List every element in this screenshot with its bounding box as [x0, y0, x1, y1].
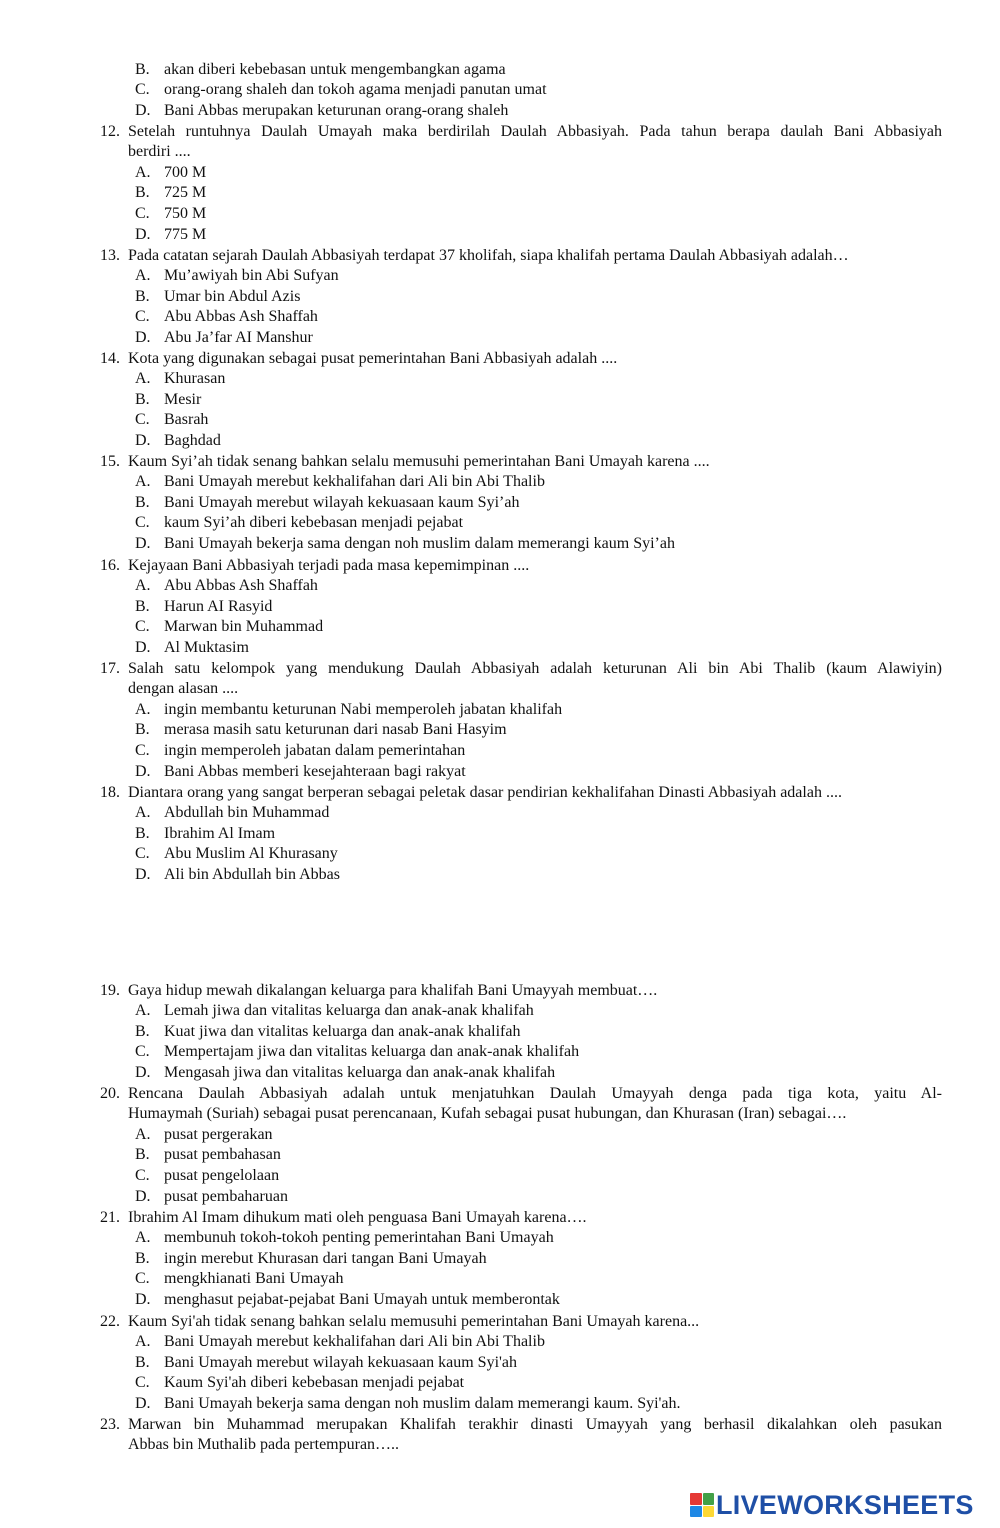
option-letter: A.: [135, 577, 151, 595]
option-letter: C.: [135, 204, 150, 222]
option-letter: D.: [135, 534, 151, 552]
answer-option: [0, 390, 1000, 411]
option-text: Umar bin Abdul Azis: [164, 287, 301, 305]
question-number: 13.: [100, 246, 120, 264]
answer-option: [0, 1228, 1000, 1249]
option-text: Bani Umayah bekerja sama dengan noh muslim dalam memerangi kaum. Syi'ah.: [164, 1394, 681, 1412]
answer-option: [0, 720, 1000, 741]
answer-option: [0, 410, 1000, 431]
question-line: [0, 452, 1000, 473]
option-text: 775 M: [164, 225, 207, 243]
option-letter: D.: [135, 225, 151, 243]
answer-option: [0, 493, 1000, 514]
option-text: mengkhianati Bani Umayah: [164, 1270, 344, 1288]
option-letter: A.: [135, 370, 151, 388]
answer-option: [0, 1022, 1000, 1043]
answer-option: [0, 803, 1000, 824]
logo-square-green: [703, 1493, 715, 1505]
option-text: Baghdad: [164, 431, 221, 449]
option-text: ingin memperoleh jabatan dalam pemerintahan: [164, 741, 466, 759]
option-letter: C.: [135, 81, 150, 99]
question-text: Diantara orang yang sangat berperan sebagai peletak dasar pendirian kekhalifahan Dinasti Abbasiyah adalah ....: [128, 783, 842, 801]
answer-option: [0, 369, 1000, 390]
option-text: pusat pengelolaan: [164, 1166, 280, 1184]
option-text: pusat pembahasan: [164, 1146, 281, 1164]
answer-option: [0, 1001, 1000, 1022]
option-text: Bani Umayah merebut wilayah kekuasaan kaum Syi’ah: [164, 493, 520, 511]
option-letter: A.: [135, 1125, 151, 1143]
question-text: Ibrahim Al Imam dihukum mati oleh penguasa Bani Umayah karena….: [128, 1208, 587, 1226]
option-text: Bani Abbas memberi kesejahteraan bagi rakyat: [164, 762, 466, 780]
option-text: Mengasah jiwa dan vitalitas keluarga dan anak-anak khalifah: [164, 1063, 556, 1081]
answer-option: [0, 266, 1000, 287]
option-letter: A.: [135, 1002, 151, 1020]
option-text: Ibrahim Al Imam: [164, 824, 276, 842]
question-text: Setelah runtuhnya Daulah Umayah maka berdirilah Daulah Abbasiyah. Pada tahun berapa daulah Bani Abbasiyah: [128, 122, 942, 140]
option-letter: B.: [135, 390, 150, 408]
option-text: pusat pergerakan: [164, 1125, 273, 1143]
option-text: akan diberi kebebasan untuk mengembangkan agama: [164, 60, 506, 78]
question-text: berdiri ....: [128, 143, 191, 161]
question-number: 17.: [100, 659, 120, 677]
question-text: Kota yang digunakan sebagai pusat pemerintahan Bani Abbasiyah adalah ....: [128, 349, 618, 367]
answer-option: [0, 101, 1000, 122]
logo-square-blue: [690, 1506, 702, 1518]
question-number: 21.: [100, 1208, 120, 1226]
option-text: Lemah jiwa dan vitalitas keluarga dan anak-anak khalifah: [164, 1002, 534, 1020]
option-text: 725 M: [164, 184, 207, 202]
answer-option: [0, 60, 1000, 81]
option-letter: B.: [135, 60, 150, 78]
option-letter: B.: [135, 1249, 150, 1267]
question-continuation-line: [0, 142, 1000, 163]
option-letter: C.: [135, 514, 150, 532]
liveworksheets-logo: [690, 1488, 974, 1522]
answer-option: [0, 513, 1000, 534]
question-line: [0, 556, 1000, 577]
answer-option: [0, 1166, 1000, 1187]
answer-option: [0, 1042, 1000, 1063]
option-letter: D.: [135, 638, 151, 656]
answer-option: [0, 472, 1000, 493]
option-letter: D.: [135, 1187, 151, 1205]
option-letter: D.: [135, 1063, 151, 1081]
option-text: Ali bin Abdullah bin Abbas: [164, 865, 340, 883]
question-line: [0, 349, 1000, 370]
option-text: Abu Ja’far AI Manshur: [164, 328, 313, 346]
question-line: [0, 1415, 1000, 1436]
answer-option: [0, 597, 1000, 618]
question-number: 23.: [100, 1415, 120, 1433]
answer-option: [0, 576, 1000, 597]
question-text: Rencana Daulah Abbasiyah adalah untuk menjatuhkan Daulah Umayyah denga pada tiga kota, yaitu Al-: [128, 1084, 942, 1102]
question-number: 16.: [100, 556, 120, 574]
option-text: menghasut pejabat-pejabat Bani Umayah untuk memberontak: [164, 1290, 560, 1308]
question-text: Marwan bin Muhammad merupakan Khalifah terakhir dinasti Umayyah yang berhasil dikalahkan oleh pasukan: [128, 1415, 942, 1433]
answer-option: [0, 638, 1000, 659]
option-text: Bani Abbas merupakan keturunan orang-orang shaleh: [164, 101, 509, 119]
question-line: [0, 783, 1000, 804]
option-letter: D.: [135, 431, 151, 449]
answer-option: [0, 1290, 1000, 1311]
option-letter: D.: [135, 865, 151, 883]
option-text: Bani Umayah bekerja sama dengan noh muslim dalam memerangi kaum Syi’ah: [164, 534, 675, 552]
option-letter: D.: [135, 1290, 151, 1308]
answer-option: [0, 1145, 1000, 1166]
question-continuation-line: [0, 1104, 1000, 1125]
option-letter: A.: [135, 473, 151, 491]
option-letter: A.: [135, 1333, 151, 1351]
question-line: [0, 1312, 1000, 1333]
option-letter: C.: [135, 618, 150, 636]
question-line: [0, 1084, 1000, 1105]
option-letter: C.: [135, 1270, 150, 1288]
option-text: Basrah: [164, 411, 209, 429]
answer-option: [0, 1373, 1000, 1394]
answer-option: [0, 617, 1000, 638]
logo-grid-icon: [690, 1493, 714, 1517]
option-letter: A.: [135, 1229, 151, 1247]
option-letter: D.: [135, 762, 151, 780]
option-text: Bani Umayah merebut wilayah kekuasaan kaum Syi'ah: [164, 1353, 517, 1371]
answer-option: [0, 1063, 1000, 1084]
answer-option: [0, 204, 1000, 225]
option-letter: B.: [135, 184, 150, 202]
question-number: 12.: [100, 122, 120, 140]
option-text: Mu’awiyah bin Abi Sufyan: [164, 267, 339, 285]
answer-option: [0, 307, 1000, 328]
answer-option: [0, 534, 1000, 555]
answer-option: [0, 1269, 1000, 1290]
answer-option: [0, 287, 1000, 308]
option-letter: B.: [135, 1353, 150, 1371]
answer-option: [0, 700, 1000, 721]
option-letter: C.: [135, 1043, 150, 1061]
option-text: Harun AI Rasyid: [164, 597, 273, 615]
option-letter: A.: [135, 700, 151, 718]
answer-option: [0, 1187, 1000, 1208]
question-number: 20.: [100, 1084, 120, 1102]
option-letter: B.: [135, 824, 150, 842]
option-letter: B.: [135, 721, 150, 739]
question-continuation-line: [0, 1435, 1000, 1456]
question-text: Kejayaan Bani Abbasiyah terjadi pada masa kepemimpinan ....: [128, 556, 530, 574]
option-letter: D.: [135, 1394, 151, 1412]
option-text: membunuh tokoh-tokoh penting pemerintahan Bani Umayah: [164, 1229, 554, 1247]
option-letter: B.: [135, 1022, 150, 1040]
option-letter: C.: [135, 411, 150, 429]
option-letter: B.: [135, 287, 150, 305]
question-number: 22.: [100, 1312, 120, 1330]
logo-square-red: [690, 1493, 702, 1505]
option-text: Abu Abbas Ash Shaffah: [164, 577, 318, 595]
logo-square-yellow: [703, 1506, 715, 1518]
option-text: ingin membantu keturunan Nabi memperoleh jabatan khalifah: [164, 700, 563, 718]
option-text: Mesir: [164, 390, 202, 408]
option-text: Abdullah bin Muhammad: [164, 804, 330, 822]
answer-option: [0, 1353, 1000, 1374]
answer-option: [0, 741, 1000, 762]
option-text: Kuat jiwa dan vitalitas keluarga dan anak-anak khalifah: [164, 1022, 521, 1040]
answer-option: [0, 1394, 1000, 1415]
question-number: 15.: [100, 452, 120, 470]
option-letter: A.: [135, 163, 151, 181]
question-text: Humaymah (Suriah) sebagai pusat perencanaan, Kufah sebagai pusat hubungan, dan Khurasan (Iran) sebagai….: [128, 1105, 847, 1123]
option-text: Al Muktasim: [164, 638, 249, 656]
option-text: 750 M: [164, 204, 207, 222]
answer-option: [0, 1249, 1000, 1270]
answer-option: [0, 762, 1000, 783]
option-text: merasa masih satu keturunan dari nasab Bani Hasyim: [164, 721, 507, 739]
option-letter: C.: [135, 308, 150, 326]
answer-option: [0, 1332, 1000, 1353]
answer-option: [0, 163, 1000, 184]
option-text: ingin merebut Khurasan dari tangan Bani Umayah: [164, 1249, 487, 1267]
answer-option: [0, 844, 1000, 865]
question-text: Pada catatan sejarah Daulah Abbasiyah terdapat 37 kholifah, siapa khalifah pertama Daulah Abbasiyah adalah…: [128, 246, 849, 264]
logo-text: LIVEWORKSHEETS: [716, 1489, 974, 1520]
option-text: Bani Umayah merebut kekhalifahan dari Ali bin Abi Thalib: [164, 1333, 545, 1351]
question-text: Gaya hidup mewah dikalangan keluarga para khalifah Bani Umayyah membuat….: [128, 981, 658, 999]
option-text: orang-orang shaleh dan tokoh agama menjadi panutan umat: [164, 81, 547, 99]
answer-option: [0, 225, 1000, 246]
answer-option: [0, 431, 1000, 452]
question-text: Abbas bin Muthalib pada pertempuran…..: [128, 1436, 400, 1454]
question-continuation-line: [0, 679, 1000, 700]
question-text: Kaum Syi’ah tidak senang bahkan selalu memusuhi pemerintahan Bani Umayah karena ....: [128, 452, 710, 470]
option-letter: A.: [135, 267, 151, 285]
option-text: Bani Umayah merebut kekhalifahan dari Ali bin Abi Thalib: [164, 473, 545, 491]
question-number: 18.: [100, 783, 120, 801]
option-text: Mempertajam jiwa dan vitalitas keluarga dan anak-anak khalifah: [164, 1043, 580, 1061]
option-letter: D.: [135, 328, 151, 346]
option-letter: A.: [135, 804, 151, 822]
answer-option: [0, 183, 1000, 204]
answer-option: [0, 824, 1000, 845]
question-line: [0, 1208, 1000, 1229]
answer-option: [0, 80, 1000, 101]
answer-option: [0, 1125, 1000, 1146]
option-letter: C.: [135, 741, 150, 759]
option-text: kaum Syi’ah diberi kebebasan menjadi pejabat: [164, 514, 464, 532]
option-letter: B.: [135, 493, 150, 511]
answer-option: [0, 328, 1000, 349]
option-text: Marwan bin Muhammad: [164, 618, 324, 636]
option-text: Kaum Syi'ah diberi kebebasan menjadi pejabat: [164, 1374, 465, 1392]
option-text: 700 M: [164, 163, 207, 181]
option-text: Abu Muslim Al Khurasany: [164, 845, 338, 863]
question-number: 19.: [100, 981, 120, 999]
option-letter: B.: [135, 597, 150, 615]
question-text: Salah satu kelompok yang mendukung Daulah Abbasiyah adalah keturunan Ali bin Abi Thalib (kaum Alawiyin): [128, 659, 942, 677]
question-line: [0, 122, 1000, 143]
answer-option: [0, 865, 1000, 886]
question-text: dengan alasan ....: [128, 680, 239, 698]
option-text: Abu Abbas Ash Shaffah: [164, 308, 318, 326]
option-letter: C.: [135, 1166, 150, 1184]
option-text: pusat pembaharuan: [164, 1187, 288, 1205]
option-letter: D.: [135, 101, 151, 119]
question-line: [0, 659, 1000, 680]
option-letter: C.: [135, 845, 150, 863]
question-number: 14.: [100, 349, 120, 367]
option-letter: B.: [135, 1146, 150, 1164]
question-line: [0, 981, 1000, 1002]
question-text: Kaum Syi'ah tidak senang bahkan selalu memusuhi pemerintahan Bani Umayah karena...: [128, 1312, 700, 1330]
option-text: Khurasan: [164, 370, 226, 388]
option-letter: C.: [135, 1374, 150, 1392]
question-line: [0, 246, 1000, 267]
